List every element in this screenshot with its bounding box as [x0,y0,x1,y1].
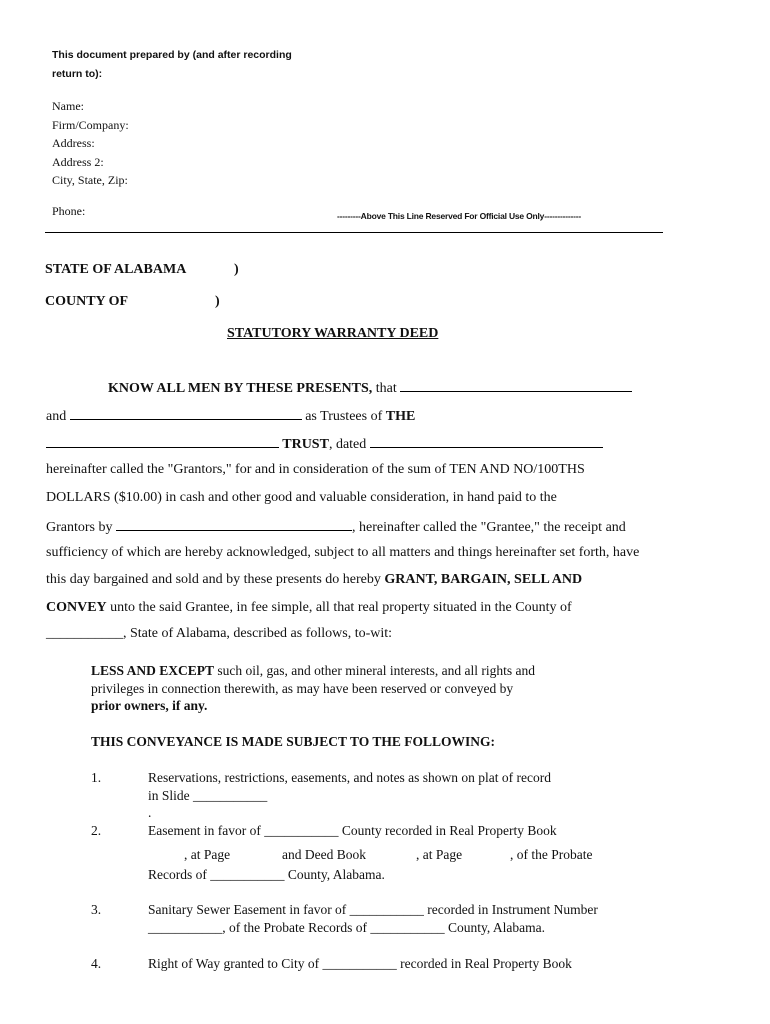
reserved-notice: ---------Above This Line Reserved For Official Use Only-------------- [337,211,582,221]
grantee-blank [116,518,352,531]
grantee-text: , hereinafter called the "Grantee," the receipt and [352,520,626,535]
bargained-line [46,572,582,588]
item-3-line-1: Sanitary Sewer Easement in favor of ___________ recorded in Instrument Number [148,902,598,917]
item-2-number: 2. [91,823,102,838]
convey-line [46,600,572,616]
name-label: Name: [52,99,84,113]
county-described-line [46,626,392,642]
state-paren: ) [234,262,239,277]
county-blank: ___________ [46,626,123,641]
item-3-number: 3. [91,902,102,917]
item-3-line-2: ___________, of the Probate Records of ___________ County, Alabama. [148,920,545,935]
as-trustees-text: as Trustees of [301,409,386,424]
trust-name-blank [46,435,279,448]
less-except-rest: such oil, gas, and other mineral interests, and all rights and [214,663,535,678]
address2-label: Address 2: [52,155,104,169]
less-except-line-1 [91,663,535,679]
and-word: and [46,409,70,424]
phone-label: Phone: [52,204,86,218]
bargained-text: this day bargained and sold and by these presents do hereby [46,572,385,587]
prepared-by-line-2: return to): [52,68,103,80]
less-except-line-2: privileges in connection therewith, as may have been reserved or conveyed by [91,681,514,696]
item-2-at-page-1: , at Page [184,847,231,862]
grantors-consideration-line: hereinafter called the "Grantors," for and in consideration of the sum of TEN AND NO/100THS [46,462,585,477]
and-trustees-line [46,407,415,425]
item-2-line-1: Easement in favor of ___________ County recorded in Real Property Book [148,823,557,838]
grantor-blank [400,379,632,392]
grantors-by-text: Grantors by [46,520,116,535]
item-1-line-2: in Slide ___________ [148,788,268,803]
trust-word: TRUST [279,437,329,452]
dated-text: , dated [328,437,370,452]
grantors-by-line [46,518,626,536]
item-2-line-3: Records of ___________ County, Alabama. [148,867,385,882]
city-state-zip-label: City, State, Zip: [52,173,128,187]
county-paren: ) [215,294,220,309]
convey-word: CONVEY [46,600,107,615]
firm-label: Firm/Company: [52,118,129,132]
prepared-by-line-1: This document prepared by (and after recording [52,49,292,61]
state-of-alabama-text: , State of Alabama, described as follows, to-wit: [123,626,393,641]
less-except-line-3: prior owners, if any. [91,698,208,713]
state-heading: STATE OF ALABAMA [45,262,187,277]
trust-date-blank [370,435,603,448]
item-2-of-probate: , of the Probate [510,847,593,862]
trustee-blank [70,407,302,420]
dollars-line: DOLLARS ($10.00) in cash and other good and valuable consideration, in hand paid to the [46,490,557,505]
deed-title: STATUTORY WARRANTY DEED [227,326,439,341]
address-label: Address: [52,136,95,150]
recording-divider [45,232,663,233]
less-except-bold: LESS AND EXCEPT [91,663,215,678]
item-2-at-page-2: , at Page [416,847,463,862]
county-heading: COUNTY OF [45,294,129,309]
subject-to-heading: THIS CONVEYANCE IS MADE SUBJECT TO THE FOLLOWING: [91,734,495,749]
item-1-number: 1. [91,770,102,785]
that-word: that [372,381,401,396]
item-2-deed-book: and Deed Book [282,847,366,862]
item-1-line-3: . [148,805,152,820]
trust-dated-line [46,435,603,453]
the-word: THE [385,409,416,424]
item-1-line-1: Reservations, restrictions, easements, and notes as shown on plat of record [148,770,552,785]
convey-rest-text: unto the said Grantee, in fee simple, all that real property situated in the County of [106,600,572,615]
sufficiency-line: sufficiency of which are hereby acknowledged, subject to all matters and things hereinafter set forth, have [46,545,640,560]
item-4-number: 4. [91,956,102,971]
grant-bargain-sell-phrase: GRANT, BARGAIN, SELL AND [384,572,583,587]
know-all-men-line [108,379,632,397]
item-4-line-1: Right of Way granted to City of ___________ recorded in Real Property Book [148,956,572,971]
know-all-men-phrase: KNOW ALL MEN BY THESE PRESENTS, [108,381,373,396]
